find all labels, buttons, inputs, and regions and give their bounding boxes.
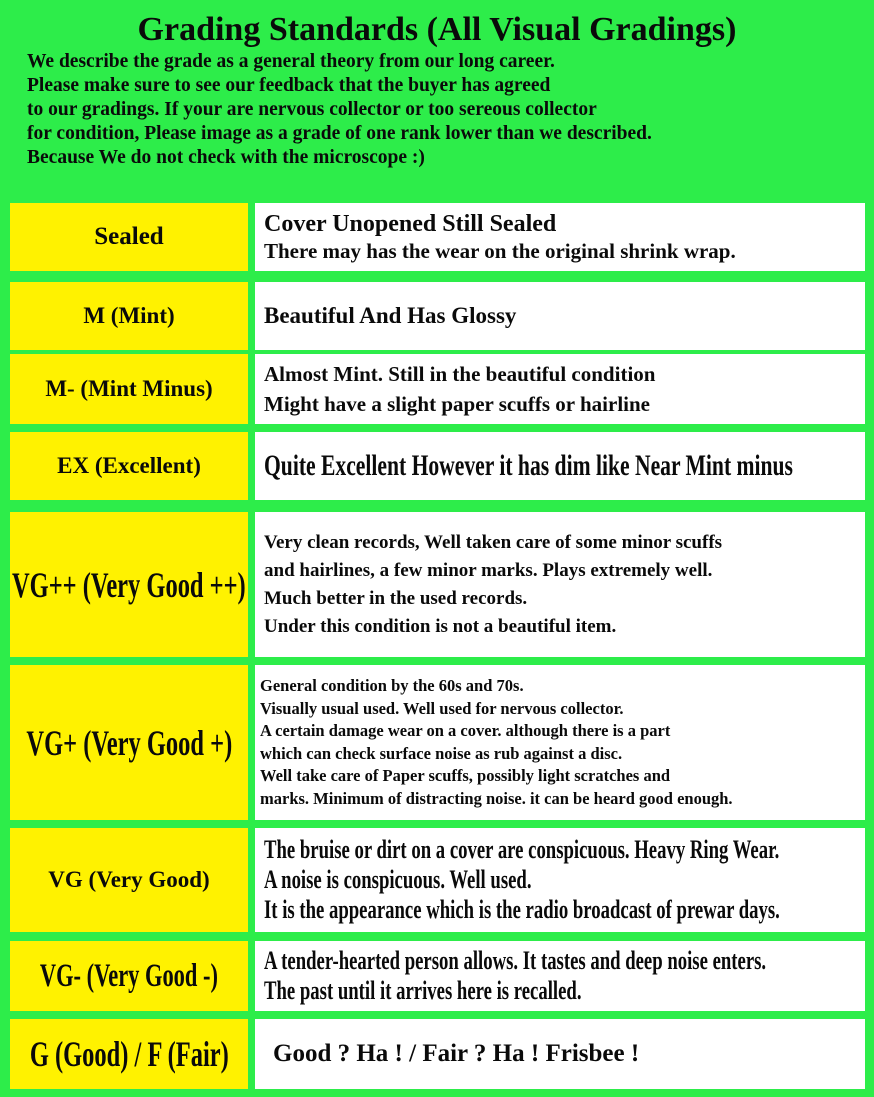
grade-row-good-fair [10,1019,865,1089]
grade-row-very-good [10,828,865,932]
description-line: There may has the wear on the original shrink wrap. [264,238,736,263]
grade-description [255,282,865,350]
description-line: It is the appearance which is the radio broadcast of prewar days. [264,895,780,924]
grade-description [255,828,865,932]
grade-label: VG- (Very Good -) [39,957,219,994]
grade-description [255,665,865,820]
grade-description [255,941,865,1011]
description-line: which can check surface noise as rub against a disc. [260,743,623,763]
description-line: Under this condition is not a beautiful item. [264,615,617,637]
description-line: marks. Minimum of distracting noise. it can be heard good enough. [260,788,733,808]
grade-row-excellent [10,432,865,500]
intro-text [27,50,867,170]
grade-row-sealed [10,203,865,271]
intro-line: for condition, Please image as a grade of one rank lower than we described. [27,123,652,144]
description-line: Beautiful And Has Glossy [264,303,517,328]
grade-label: Sealed [10,203,248,271]
grade-row-very-good-plus-plus [10,512,865,657]
grade-label: VG (Very Good) [10,828,248,932]
grade-label: EX (Excellent) [10,432,248,500]
description-line: The past until it arrives here is recalled. [264,976,582,1005]
description-line: Much better in the used records. [264,587,528,609]
description-line: Visually usual used. Well used for nervous collector. [260,698,624,718]
description-line: The bruise or dirt on a cover are conspicuous. Heavy Ring Wear. [264,835,780,864]
grade-label: VG+ (Very Good +) [26,722,232,763]
description-line: A certain damage wear on a cover. although there is a part [260,721,671,740]
grade-row-mint [10,282,865,350]
grade-row-very-good-minus [10,941,865,1011]
grade-label: M (Mint) [10,282,248,350]
grade-description [255,512,865,657]
grade-label: VG++ (Very Good ++) [12,564,246,605]
intro-line: Because We do not check with the microscope :) [27,147,425,168]
grade-description [255,203,865,271]
description-line: Well take care of Paper scuffs, possibly light scratches and [260,766,671,785]
grade-description [255,432,865,500]
description-line: Might have a slight paper scuffs or hairline [264,392,650,416]
grade-label: M- (Mint Minus) [10,354,248,424]
grade-description [255,1019,865,1089]
description-line: General condition by the 60s and 70s. [260,676,524,695]
grade-description [255,354,865,424]
intro-line: Please make sure to see our feedback that the buyer has agreed [27,75,551,96]
intro-line: We describe the grade as a general theory from our long career. [27,51,555,72]
intro-line: to our gradings. If your are nervous collector or too sereous collector [27,99,597,120]
grade-row-very-good-plus [10,665,865,820]
description-line: and hairlines, a few minor marks. Plays extremely well. [264,559,713,581]
description-line: A noise is conspicuous. Well used. [264,865,532,894]
description-line: Cover Unopened Still Sealed [264,210,557,237]
page-title: Grading Standards (All Visual Gradings) [137,11,737,48]
description-line: A tender-hearted person allows. It tastes and deep noise enters. [264,946,767,975]
description-line: Almost Mint. Still in the beautiful condition [264,362,656,386]
grade-label: G (Good) / F (Fair) [29,1034,229,1074]
grade-row-mint-minus [10,354,865,424]
description-line: Very clean records, Well taken care of some minor scuffs [264,531,723,553]
description-line: Good ? Ha ! / Fair ? Ha ! Frisbee ! [273,1040,640,1067]
description-line: Quite Excellent However it has dim like Near Mint minus [264,449,793,482]
